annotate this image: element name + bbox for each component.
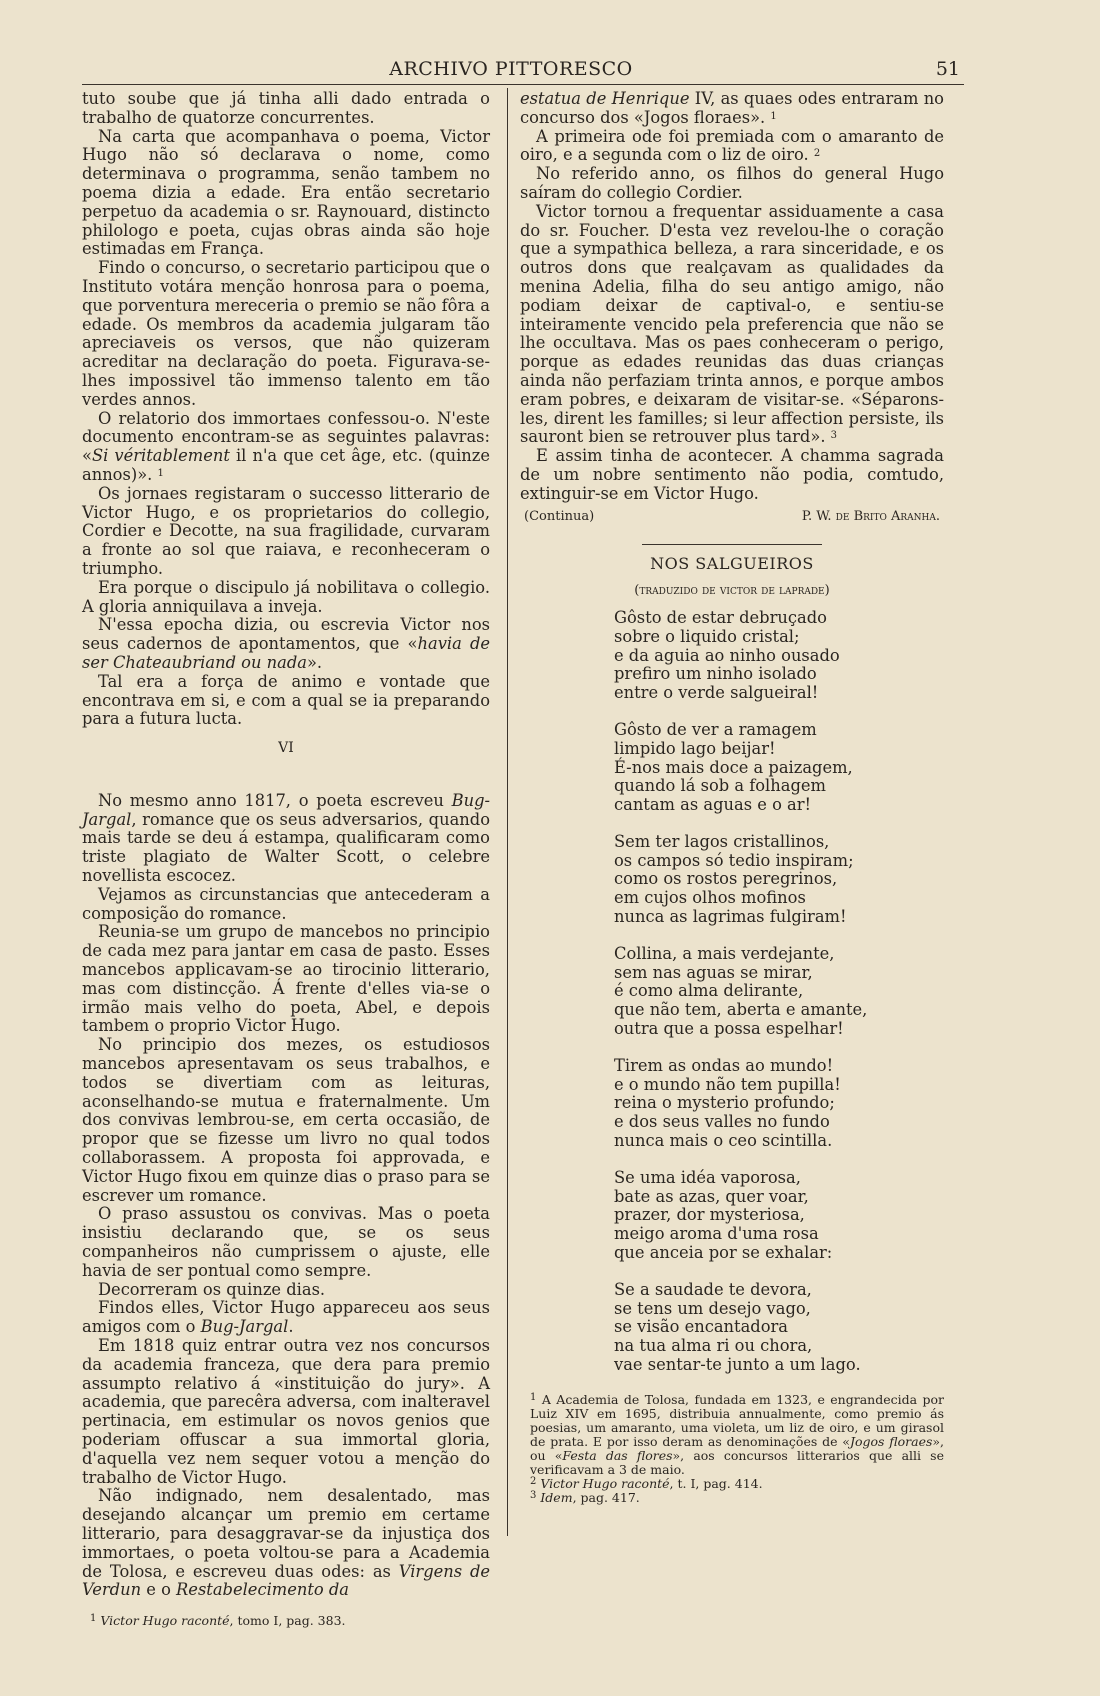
poem-line: entre o verde salgueiral! <box>614 683 819 703</box>
poem-line: Gôsto de ver a ramagem <box>614 719 817 739</box>
paragraph: Em 1818 quiz entrar outra vez nos concursos da academia franceza, que dera para premio assumpto relativo á «instituição do jury». A academia, que parecêra adversa, com inalteravel pertinacia, em estimular os novos genios que poderiam offuscar a sua immortal gloria, d'aquella vez nem sequer votou a menção do trabalho de Victor Hugo. <box>82 1336 490 1487</box>
text: . <box>288 1317 294 1337</box>
paragraph: E assim tinha de acontecer. A chamma sagrada de um nobre sentimento não podia, comtudo, extinguir-se em Victor Hugo. <box>520 446 944 503</box>
poem-line: Sem ter lagos cristallinos, <box>614 831 830 851</box>
italic-text: Idem <box>540 1489 573 1505</box>
paragraph: Reunia-se um grupo de mancebos no principio de cada mez para jantar em casa de pasto. Esses mancebos applicavam-se ao tirocinio litterario, mas com distincção. Á frente d'elles via-se o irmão mais velho do poeta, Abel, e depois tambem o proprio Victor Hugo. <box>82 922 490 1036</box>
poem-stanza <box>520 945 944 1039</box>
poem-line: sem nas aguas se mirar, <box>614 962 813 982</box>
footnote <box>530 1477 944 1491</box>
poem-line: como os rostos peregrinos, <box>614 869 838 889</box>
poem-line: Collina, a mais verdejante, <box>614 943 835 963</box>
text: », aos concursos litterarios que alli se verificavam a 3 de maio. <box>530 1447 944 1477</box>
text: A Academia de Tolosa, fundada em 1323, e engrandecida por Luiz XIV em 1695, distribuia annualmente, como premio ás poesias, um amaranto, uma violeta, um liz de oiro, e um girasol de prata. E por isso deram as denominações de « <box>530 1391 944 1449</box>
right-column <box>520 90 944 1505</box>
footnote-ref: 1 <box>157 467 164 479</box>
paragraph-estatua <box>520 90 944 128</box>
paragraph: Os jornaes registaram o successo litterario de Victor Hugo, e os proprietarios do collegio, Cordier e Decotte, na sua fragilidade, curvaram a fronte ao sol que raiava, e reconheceram o triumpho. <box>82 483 490 578</box>
poem-line: quando lá sob a folhagem <box>614 776 826 796</box>
poem-line: e da aguia ao ninho ousado <box>614 645 840 665</box>
poem-line: Gôsto de estar debruçado <box>614 607 827 627</box>
italic-text: Si véritablement <box>91 446 230 466</box>
paragraph: Vejamos as circunstancias que antecederam a composição do romance. <box>82 884 490 923</box>
poem-line: se tens um desejo vago, <box>614 1298 811 1318</box>
paragraph: Na carta que acompanhava o poema, Victor Hugo não só declarava o nome, como determinava o programma, senão tambem no poema dizia a edade. Era então secretario perpetuo da academia o sr. Raynouard, distincto philologo e poeta, cujas obras ainda são hoje estimadas em França. <box>82 126 490 259</box>
poem-line: os campos só tedio inspiram; <box>614 850 854 870</box>
footnote-mark: 3 <box>530 1489 537 1501</box>
continua-label: (Continua) <box>524 508 595 524</box>
text: O relatorio dos immortaes confessou-o. N'este documento encontram-se as seguintes palavras: « <box>82 408 490 466</box>
text: il n'a que cet âge, etc. (quinze annos)». <box>82 446 490 484</box>
poem-title: NOS SALGUEIROS <box>650 554 814 574</box>
poem-line: Se a saudade te devora, <box>614 1279 812 1299</box>
italic-text: Victor Hugo raconté <box>540 1475 670 1491</box>
paragraph-findos <box>82 1299 490 1337</box>
italic-text: Restabelecimento da <box>176 1580 349 1600</box>
paragraph-ode <box>520 128 944 166</box>
text: e o <box>141 1580 177 1600</box>
text: A primeira ode foi premiada com o amaranto de oiro, e a segunda com o liz de oiro. <box>520 126 944 165</box>
paragraph-bug-jargal <box>82 792 490 886</box>
paragraph-final <box>82 1487 490 1600</box>
poem-line: que anceia por se exhalar: <box>614 1243 833 1263</box>
poem-line: cantam as aguas e o ar! <box>614 795 812 815</box>
italic-text: Jogos floraes <box>849 1433 933 1449</box>
text: , tomo I, pag. 383. <box>229 1613 346 1629</box>
paragraph: No referido anno, os filhos do general Hugo saíram do collegio Cordier. <box>520 164 944 202</box>
footnote <box>82 1614 490 1628</box>
footnote-mark: 1 <box>530 1391 537 1403</box>
poem-line: e dos seus valles no fundo <box>614 1112 830 1132</box>
poem-stanza <box>520 721 944 815</box>
footnote <box>530 1491 944 1505</box>
text: , pag. 417. <box>572 1489 640 1505</box>
poem-line: prazer, dor mysteriosa, <box>614 1205 805 1225</box>
paragraph-victor <box>520 203 944 447</box>
poem-line: prefiro um ninho isolado <box>614 664 817 684</box>
paragraph: tuto soube que já tinha alli dado entrada o trabalho de quatorze concurrentes. <box>82 89 490 127</box>
text: , romance que os seus adversarios, quando mais tarde se deu á estampa, qualificaram como triste plagiato de Walter Scott, o celebre novellista escocez. <box>82 809 490 886</box>
text: IV, as quaes odes entraram no concurso dos «Jogos floraes». <box>520 89 944 127</box>
italic-text: estatua de Henrique <box>520 89 690 108</box>
author-signature: P. W. de Brito Aranha. <box>801 508 940 524</box>
poem-line: em cujos olhos mofinos <box>614 888 806 908</box>
paragraph-epoch <box>82 616 490 672</box>
paragraph: Tal era a força de animo e vontade que encontrava em si, e com a qual se ia preparando para a futura lucta. <box>82 671 490 729</box>
paragraph: O praso assustou os convivas. Mas o poeta insistiu declarando que, se os seus companheiros não cumprissem o ajuste, elle havia de ser pontual como sempre. <box>82 1204 490 1280</box>
header-rule <box>82 84 964 85</box>
paragraph: Findo o concurso, o secretario participou que o Instituto votára menção honrosa para o poema, que porventura mereceria o premio se não fôra a edade. Os membros da academia julgaram tão apreciaveis os versos, que não quizeram acreditar na declaração do poeta. Figurava-se-lhes impossivel tão immenso talento em tão verdes annos. <box>82 258 490 409</box>
poem-line: É-nos mais doce a paizagem, <box>614 757 853 777</box>
text: Não indignado, nem desalentado, mas desejando alcançar um premio em certame litterario, para desaggravar-se da injustiça dos immortaes, o poeta voltou-se para a Academia de Tolosa, e escreveu duas odes: as <box>82 1486 490 1581</box>
poem-line: reina o mysterio profundo; <box>614 1093 835 1113</box>
text: , t. I, pag. 414. <box>669 1475 763 1491</box>
italic-text: havia de ser Chateaubriand ou nada <box>82 634 490 672</box>
poem-stanza <box>520 1281 944 1375</box>
poem-line: meigo aroma d'uma rosa <box>614 1224 819 1244</box>
section-number: VI <box>278 740 294 757</box>
poem-line: se visão encantadora <box>614 1317 789 1337</box>
text: N'essa epocha dizia, ou escrevia Victor nos seus cadernos de apontamentos, que « <box>82 615 490 654</box>
poem-line: na tua alma ri ou chora, <box>614 1336 813 1356</box>
text: ». <box>306 652 323 672</box>
poem-line: vae sentar-te junto a um lago. <box>614 1355 861 1375</box>
footnote <box>530 1393 944 1477</box>
text: No mesmo anno 1817, o poeta escreveu <box>98 790 452 810</box>
footnote-ref: 3 <box>830 430 838 442</box>
poem-rule <box>642 544 822 545</box>
poem-stanza <box>520 833 944 927</box>
paragraph-relatorio <box>82 410 490 485</box>
footnotes <box>520 1393 944 1505</box>
periodical-title: ARCHIVO PITTORESCO <box>389 58 633 80</box>
page-number: 51 <box>935 58 960 80</box>
poem-line: nunca mais o ceo scintilla. <box>614 1131 833 1151</box>
poem-line: Tirem as ondas ao mundo! <box>614 1055 834 1075</box>
continuation-line <box>520 508 944 527</box>
poem-line: nunca as lagrimas fulgiram! <box>614 907 847 927</box>
paragraph: No principio dos mezes, os estudiosos mancebos apresentavam os seus trabalhos, e todos se divertiam com as leituras, aconselhando-se mutua e fraternalmente. Um dos convivas lembrou-se, em certa occasião, de propor que se fizesse um livro no qual todos collaborassem. A proposta foi approvada, e Victor Hugo fixou em quinze dias o praso para se escrever um romance. <box>82 1035 490 1205</box>
italic-text: Festa das flores <box>562 1447 673 1463</box>
column-divider <box>507 88 508 1536</box>
left-column <box>82 90 490 1628</box>
poem-line: limpido lago beijar! <box>614 738 776 758</box>
poem-line: que não tem, aberta e amante, <box>614 1000 868 1020</box>
poem-subtitle: (traduzido de victor de laprade) <box>634 583 830 599</box>
poem-stanza <box>520 1169 944 1263</box>
text: Victor tornou a frequentar assiduamente a casa do sr. Foucher. D'esta vez revelou-lhe o coração que a sympathica belleza, a rara sinceridade, e os outros dons que realçavam as qualidades da menina Adelia, filha do seu antigo amigo, não podiam deixar de captival-o, e sentiu-se inteiramente vencido pela preferencia que não se lhe occultava. Mas os paes conheceram o perigo, porque as edades reunidas das duas crianças ainda não perfaziam trinta annos, e porque ambos eram pobres, e deixaram de visitar-se. «Séparons-les, dirent les familles; si leur affection persiste, ils sauront bien se retrouver plus tard». <box>520 201 944 447</box>
paragraph: Decorreram os quinze dias. <box>98 1279 326 1299</box>
text: Findos elles, Victor Hugo appareceu aos seus amigos com o <box>82 1298 490 1337</box>
italic-text: Bug-Jargal <box>82 790 490 829</box>
poem-line: outra que a possa espelhar! <box>614 1019 844 1039</box>
text: », ou « <box>530 1433 945 1463</box>
footnote-ref: 2 <box>813 148 821 160</box>
italic-text: Victor Hugo raconté <box>100 1613 230 1629</box>
paragraph: Era porque o discipulo já nobilitava o collegio. A gloria anniquilava a inveja. <box>82 577 490 616</box>
poem-line: e o mundo não tem pupilla! <box>614 1074 841 1094</box>
footnote-ref: 1 <box>770 110 777 122</box>
italic-text: Virgens de Verdun <box>82 1561 490 1600</box>
footnote-mark: 1 <box>90 1613 97 1625</box>
italic-text: Bug-Jargal <box>200 1317 289 1337</box>
poem-line: é como alma delirante, <box>614 981 804 1001</box>
poem-line: sobre o liquido cristal; <box>614 626 800 646</box>
poem-stanza <box>520 1057 944 1151</box>
poem-stanza <box>520 609 944 703</box>
poem-line: bate as azas, quer voar, <box>614 1186 809 1206</box>
footnote-mark: 2 <box>530 1475 537 1487</box>
page-header <box>82 52 960 82</box>
poem-line: Se uma idéa vaporosa, <box>614 1167 801 1187</box>
